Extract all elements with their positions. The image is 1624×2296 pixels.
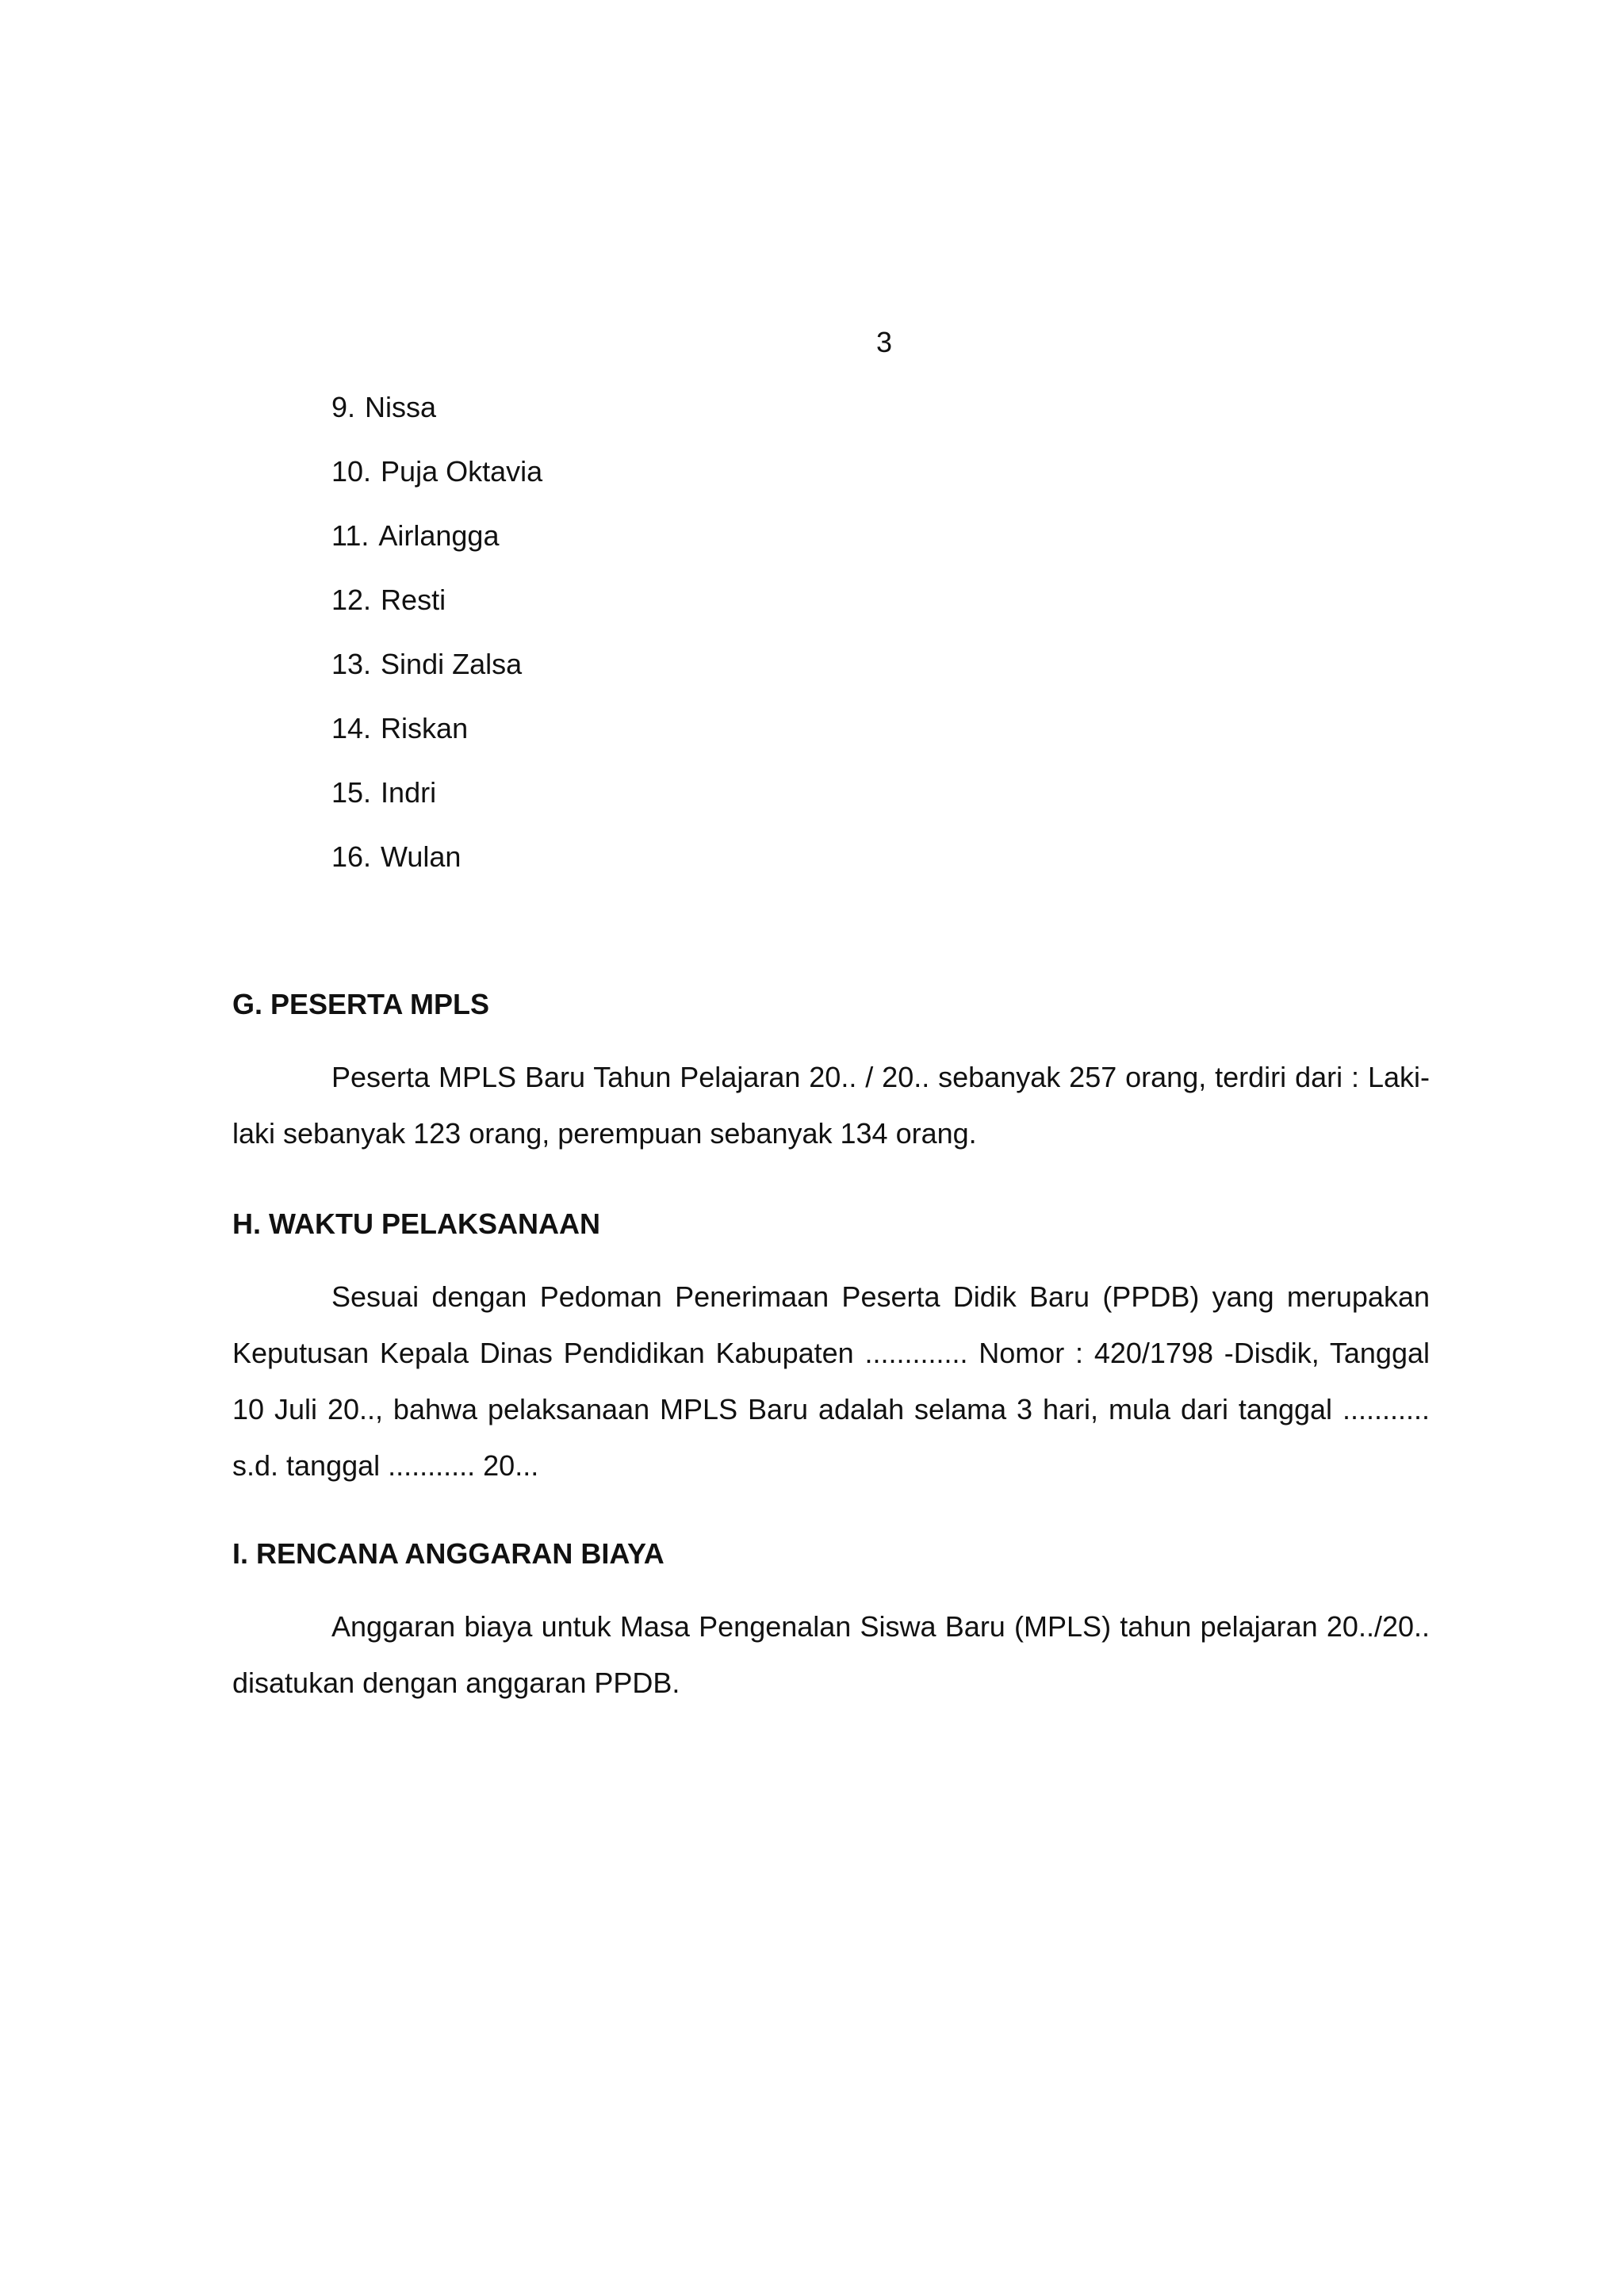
list-item <box>331 390 542 454</box>
section-paragraph: Peserta MPLS Baru Tahun Pelajaran 20.. / 20.. sebanyak 257 orang, terdiri dari : Laki-laki sebanyak 123 orang, perempuan sebanyak 134 orang. <box>232 1061 1430 1150</box>
list-item-name: Puja Oktavia <box>381 455 543 488</box>
section-heading: H. WAKTU PELAKSANAAN <box>232 1207 600 1240</box>
section-waktu-pelaksanaan <box>232 1207 1430 1494</box>
list-item <box>331 583 542 647</box>
list-item-number: 15. <box>331 776 372 809</box>
list-item-number: 11. <box>331 519 370 552</box>
section-paragraph: Anggaran biaya untuk Masa Pengenalan Siswa Baru (MPLS) tahun pelajaran 20../20.. disatukan dengan anggaran PPDB. <box>232 1610 1430 1699</box>
section-rencana-anggaran-biaya <box>232 1536 1430 1711</box>
list-item-number: 12. <box>331 584 372 616</box>
list-item-name: Nissa <box>365 391 437 423</box>
participant-list <box>331 390 542 904</box>
list-item-name: Indri <box>381 776 437 809</box>
page-number: 3 <box>875 326 893 358</box>
list-item-number: 13. <box>331 648 372 680</box>
list-item-number: 16. <box>331 840 372 873</box>
list-item <box>331 454 542 519</box>
list-item-number: 9. <box>331 391 356 423</box>
section-heading: I. RENCANA ANGGARAN BIAYA <box>232 1537 665 1570</box>
list-item-name: Riskan <box>381 712 469 744</box>
list-item-number: 14. <box>331 712 372 744</box>
list-item <box>331 647 542 711</box>
section-heading: G. PESERTA MPLS <box>232 988 490 1020</box>
list-item-name: Wulan <box>381 840 462 873</box>
section-peserta-mpls <box>232 987 1430 1161</box>
section-paragraph: Sesuai dengan Pedoman Penerimaan Peserta Didik Baru (PPDB) yang merupakan Keputusan Kepala Dinas Pendidikan Kabupaten ............. Nomor : 420/1798 -Disdik, Tanggal 10 Juli 20.., bahwa pelaksanaan MPLS Baru adalah selama 3 hari, mula dari tanggal ........... s.d. tanggal ........... 20... <box>232 1280 1430 1482</box>
list-item <box>331 711 542 775</box>
list-item-name: Resti <box>381 584 446 616</box>
list-item <box>331 519 542 583</box>
list-item-name: Airlangga <box>378 519 500 552</box>
list-item-number: 10. <box>331 455 372 488</box>
list-item <box>331 775 542 840</box>
list-item <box>331 840 542 904</box>
list-item-name: Sindi Zalsa <box>381 648 523 680</box>
